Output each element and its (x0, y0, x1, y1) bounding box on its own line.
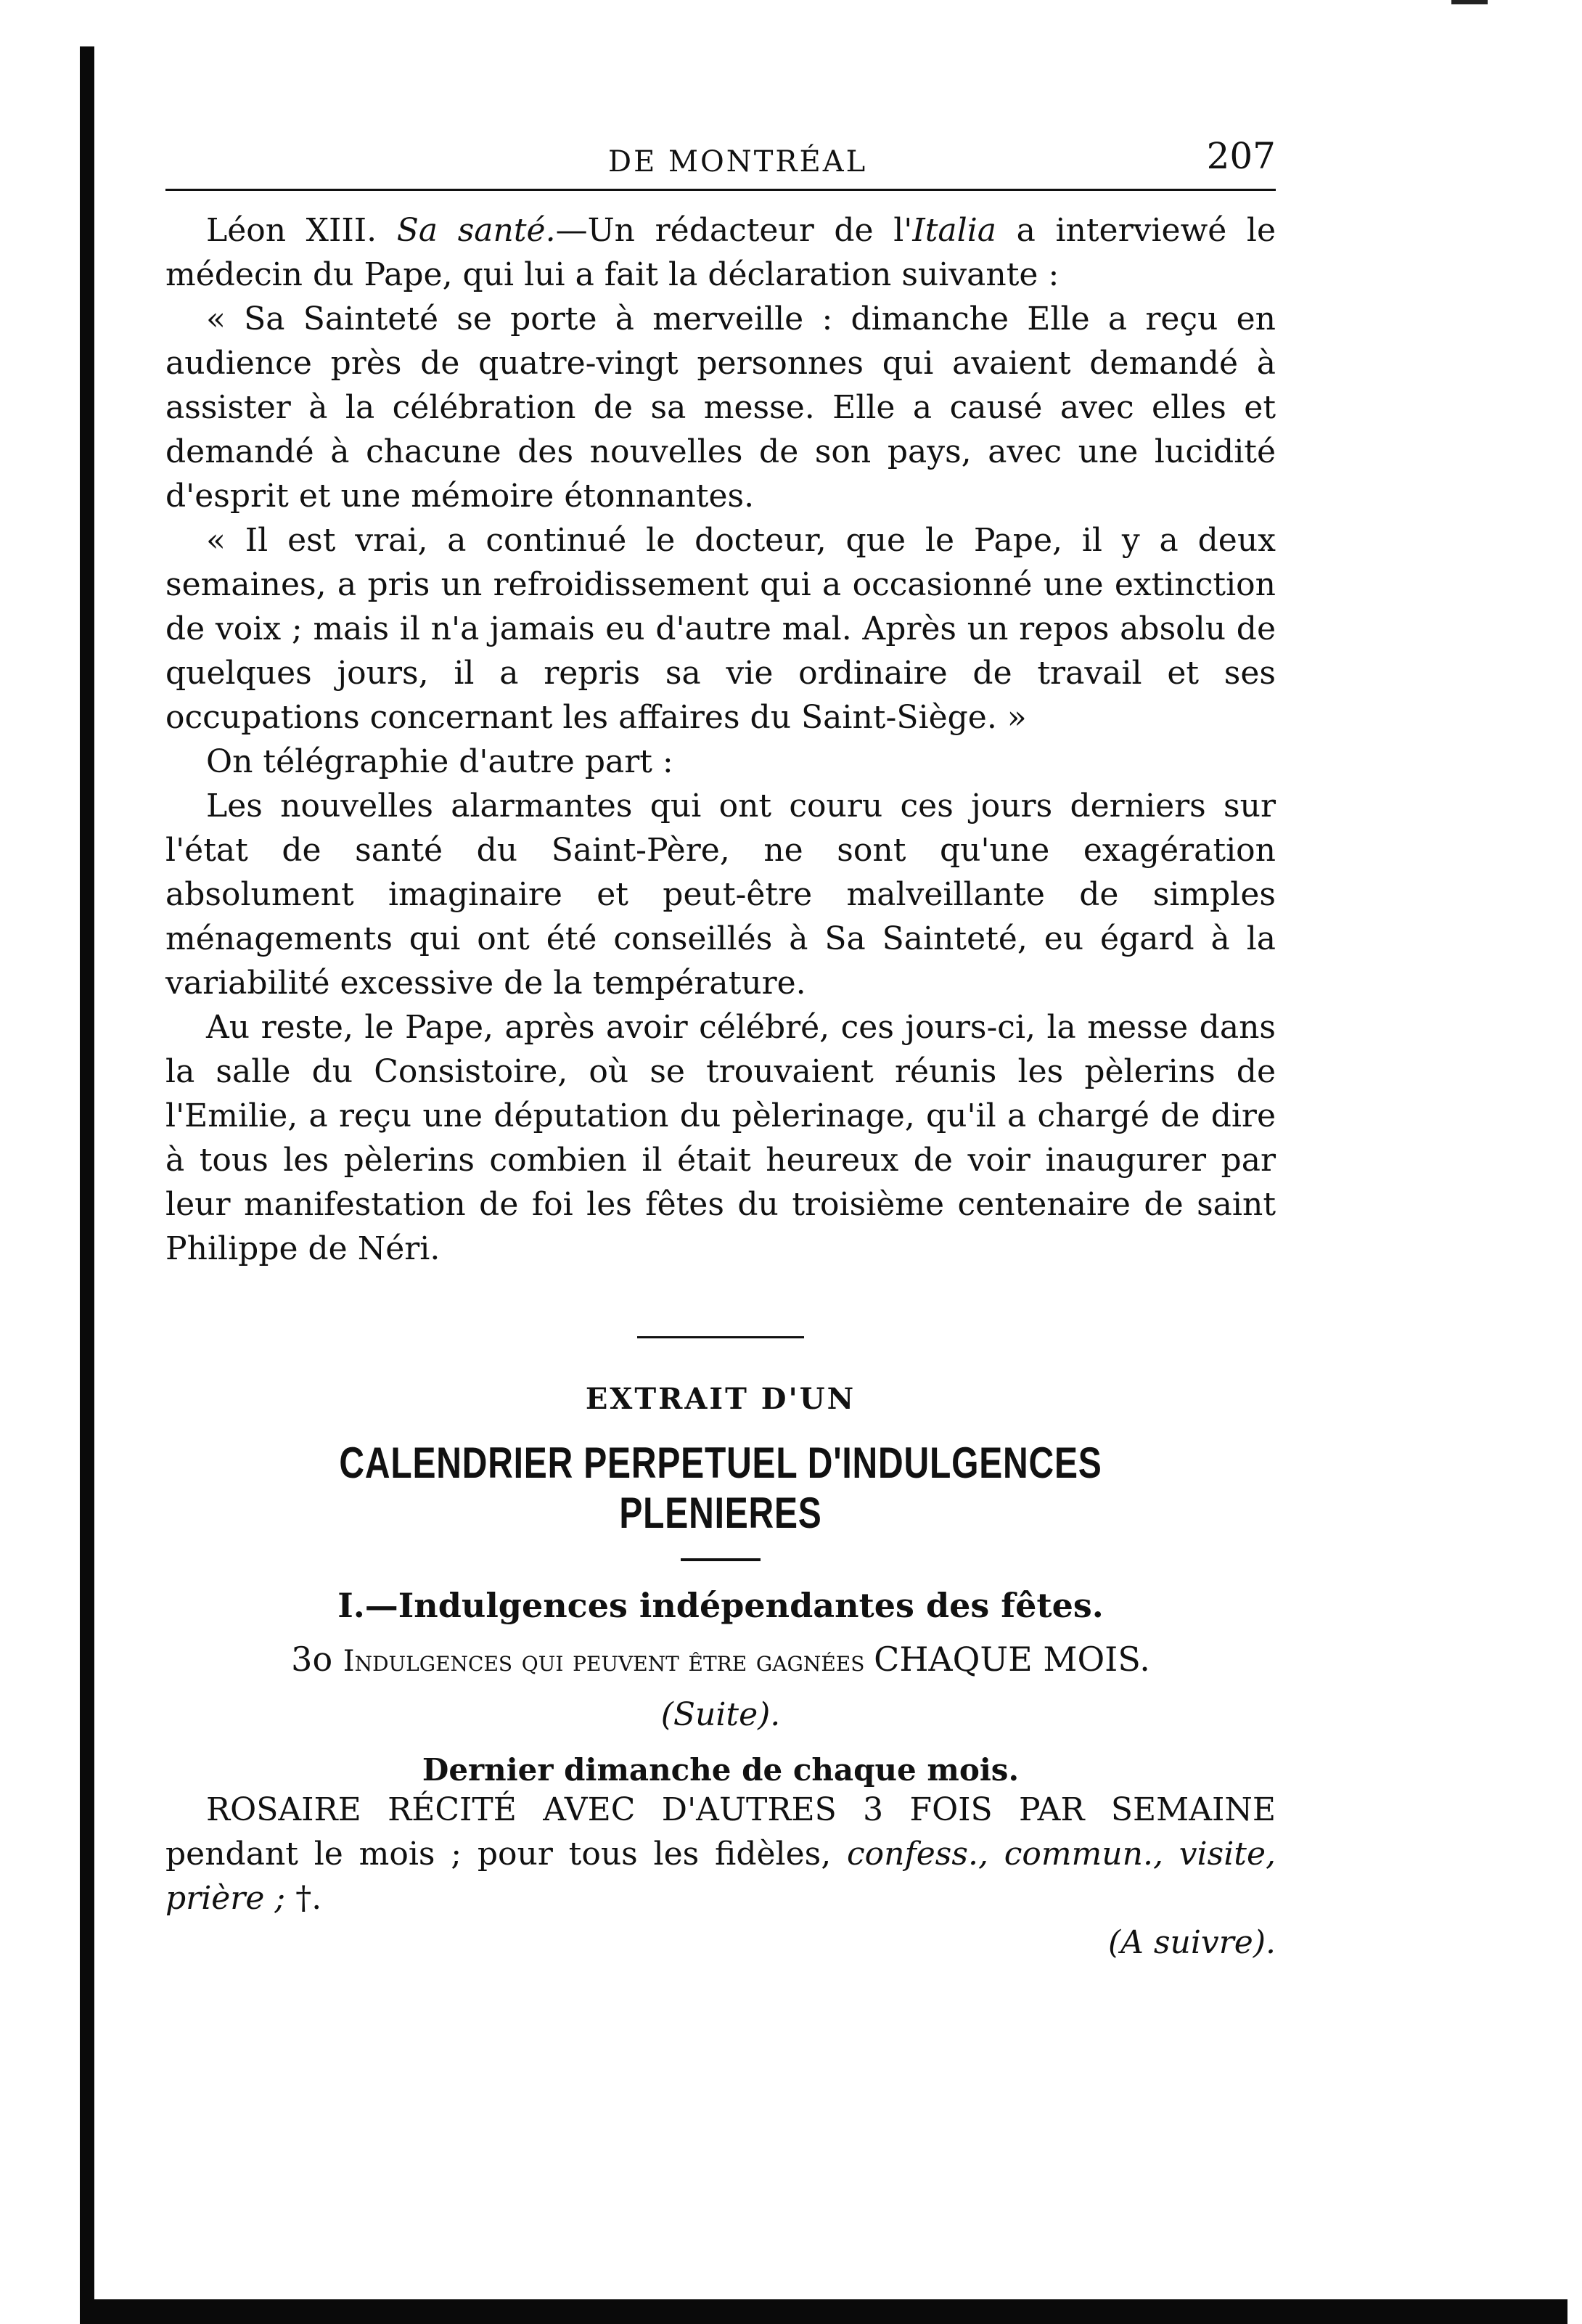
rosaire-paragraph (165, 1788, 1276, 1920)
extrait-kicker: EXTRAIT D'UN (585, 1382, 856, 1416)
dernier-dimanche: Dernier dimanche de chaque mois. (422, 1752, 1020, 1788)
scan-mark (1451, 0, 1488, 4)
p1-text-b: a interviewé le médecin du Pape, qui lui a fait la déclaration suivante : (165, 212, 1276, 293)
paragraph-au-reste: Au reste, le Pape, après avoir célébré, ces jours-ci, la messe dans la salle du Consistoire, où se trouvaient réunis les pèlerins de l'Emilie, a reçu une députation du pèlerinage, qu'il a chargé de dire à tous les pèlerins combien il était heureux de voir inaugurer par leur manifestation de foi les fêtes du troisième centenaire de saint Philippe de Néri. (165, 1009, 1276, 1267)
paragraph-telegraphie: On télégraphie d'autre part : (206, 743, 673, 780)
page-binding-edge (80, 46, 94, 2324)
lead-topic: Sa santé. (396, 212, 556, 249)
page-number: 207 (1206, 135, 1276, 177)
page-content (165, 131, 1276, 1965)
paragraph-leon-xiii (165, 208, 1276, 297)
page-bottom-edge (80, 2299, 1567, 2324)
newspaper-name: Italia (912, 212, 997, 249)
lead-name: Léon XIII. (206, 212, 377, 249)
indulgences-caps: CHAQUE MOIS. (874, 1640, 1150, 1679)
cross-mark: †. (285, 1880, 322, 1917)
running-title: DE MONTRÉAL (608, 145, 868, 179)
suite-label: (Suite). (660, 1696, 781, 1733)
paragraph-quote-1: « Sa Sainteté se porte à merveille : dimanche Elle a reçu en audience près de quatre-vingt personnes qui avaient demandé à assister à la célébration de sa messe. Elle a causé avec elles et demandé à chacune des nouvelles de son pays, avec une lucidité d'esprit et une mémoire étonnantes. (165, 300, 1276, 515)
section-divider (637, 1336, 804, 1338)
paragraph-quote-2: « Il est vrai, a continué le docteur, que le Pape, il y a deux semaines, a pris un refroidissement qui a occasionné une extinction de voix ; mais il n'a jamais eu d'autre mal. Après un repos absolu de quelques jours, il a repris sa vie ordinaire de travail et ses occupations concernant les affaires du Saint-Siège. » (165, 522, 1276, 736)
p1-text-a: —Un rédacteur de l' (555, 212, 913, 249)
rosaire-italic: confess., commun., visite, prière ; (165, 1836, 1276, 1917)
section-heading: I.—Indulgences indépendantes des fêtes. (337, 1586, 1104, 1625)
rosaire-caps: ROSAIRE RÉCITÉ AVEC D'AUTRES 3 FOIS PAR SEMAINE (206, 1791, 1276, 1828)
calendrier-title: CALENDRIER PERPETUEL D'INDULGENCES PLENIERES (339, 1439, 1102, 1537)
running-header (165, 131, 1276, 191)
indulgences-line (165, 1640, 1276, 1679)
title-divider (681, 1558, 761, 1561)
indulgences-smallcaps: Indulgences qui peuvent être gagnées (343, 1645, 874, 1678)
indulgences-number: 3o (291, 1640, 343, 1679)
a-suivre: (A suivre). (1108, 1924, 1276, 1961)
paragraph-nouvelles: Les nouvelles alarmantes qui ont couru ces jours derniers sur l'état de santé du Saint-Père, ne sont qu'une exagération absolument imaginaire et peut-être malveillante de simples ménagements qui ont été conseillés à Sa Sainteté, eu égard à la variabilité excessive de la température. (165, 787, 1276, 1002)
continuation-line (165, 1920, 1276, 1965)
rosaire-text: pendant le mois ; pour tous les fidèles, (165, 1836, 847, 1873)
